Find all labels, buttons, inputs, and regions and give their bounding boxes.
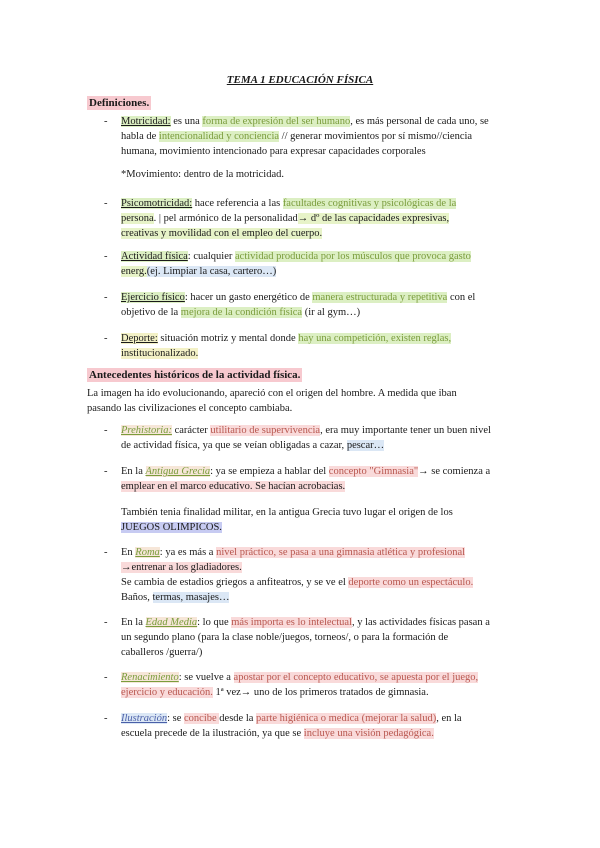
- term-motricidad: Motricidad:: [121, 116, 171, 127]
- bullet-dash: -: [104, 198, 108, 209]
- grecia-note: También tenia finalidad militar, en la antigua Grecia tuvo lugar el origen de los JUEGOS OLIMPICOS.: [121, 507, 453, 533]
- section-heading-antecedentes: Antecedentes históricos de la actividad física.: [89, 369, 301, 381]
- highlight: nivel práctico, se pasa a una gimnasia atlética y profesional: [216, 547, 466, 558]
- list-item-prehistoria: - Prehistoria: carácter utilitario de supervivencia, era muy importante tener un buen nivel de actividad física, ya que se veían obligadas a cazar, pescar…: [104, 425, 491, 451]
- highlight: manera estructurada y repetitiva: [312, 292, 448, 303]
- section-heading-definiciones: Definiciones.: [89, 97, 150, 109]
- term-roma: Roma: [135, 547, 160, 558]
- highlight: actividad producida por los músculos que provoca gasto: [235, 251, 471, 262]
- bullet-dash: -: [104, 116, 108, 127]
- highlight: JUEGOS OLIMPICOS.: [121, 522, 222, 533]
- highlight: hay una competición, existen reglas,: [298, 333, 452, 344]
- bullet-dash: -: [104, 333, 108, 344]
- list-item-ilustracion: - Ilustración: se concibe desde la parte higiénica o medica (mejorar la salud), en la escuela precede de la ilustración, ya que se incluye una visión pedagógica.: [104, 713, 462, 739]
- bullet-dash: -: [104, 292, 108, 303]
- bullet-dash: -: [104, 713, 108, 724]
- bullet-dash: -: [104, 672, 108, 683]
- list-item-psicomotricidad: - Psicomotricidad: hace referencia a las facultades cognitivas y psicológicas de la persona. | pel armónico de la personalidad→ dº de las capacidades expresivas, creativas y movilidad con el empleo del cuerpo.: [104, 198, 457, 239]
- list-item-ejercicio-fisico: - Ejercicio físico: hacer un gasto energético de manera estructurada y repetitiva con el objetivo de la mejora de la condición física (ir al gym…): [104, 292, 476, 318]
- highlight: forma de expresión del ser humano: [202, 116, 351, 127]
- term-antigua-grecia: Antigua Grecia: [145, 466, 211, 477]
- term-renacimiento: Renacimiento: [121, 672, 179, 683]
- highlight: parte higiénica o medica (mejorar la salud): [256, 713, 437, 724]
- term-psicomotricidad: Psicomotricidad:: [121, 198, 193, 209]
- list-item-edad-media: - En la Edad Media: lo que más importa es lo intelectual, y las actividades físicas pasan a un segundo plano (para la clase noble/juegos, torneos/, o para la formación de caballeros /guerra/): [104, 617, 490, 658]
- highlight: incluye una visión pedagógica.: [303, 728, 434, 739]
- bullet-dash: -: [104, 617, 108, 628]
- list-item-actividad-fisica: - Actividad física: cualquier actividad producida por los músculos que provoca gasto energ.(ej. Limpiar la casa, cartero…): [104, 251, 471, 277]
- bullet-dash: -: [104, 466, 108, 477]
- bullet-dash: -: [104, 547, 108, 558]
- highlight: intencionalidad y conciencia: [158, 131, 280, 142]
- movimiento-note: *Movimiento: dentro de la motricidad.: [121, 169, 285, 180]
- list-item-roma: - En Roma: ya es más a nivel práctico, se pasa a una gimnasia atlética y profesional →entrenar a los gladiadores. Se cambia de estadios griegos a anfiteatros, y se ve el deporte como un espectáculo. Baños, termas, masajes…: [104, 547, 474, 603]
- list-item-deporte: - Deporte: situación motriz y mental donde hay una competición, existen reglas, institucionalizado.: [104, 333, 452, 359]
- list-item-renacimiento: - Renacimiento: se vuelve a apostar por el concepto educativo, se apuesta por el juego, ejercicio y educación. 1ª vez→ uno de los primeros tratados de gimnasia.: [104, 672, 479, 698]
- highlight: utilitario de supervivencia: [210, 425, 321, 436]
- term-deporte: Deporte:: [121, 333, 158, 344]
- term-actividad-fisica: Actividad física: [121, 251, 188, 262]
- term-prehistoria: Prehistoria:: [121, 425, 172, 436]
- highlight: apostar por el concepto educativo, se apuesta por el juego,: [233, 672, 479, 683]
- highlight: facultades cognitivas y psicológicas de la: [282, 198, 457, 209]
- highlight: deporte como un espectáculo.: [348, 577, 474, 588]
- page-title: TEMA 1 EDUCACIÓN FÍSICA: [226, 74, 374, 86]
- term-ilustracion: Ilustración: [121, 713, 168, 724]
- bullet-dash: -: [104, 425, 108, 436]
- bullet-dash: -: [104, 251, 108, 262]
- antecedentes-intro: La imagen ha ido evolucionando, apareció con el origen del hombre. A medida que iban pasando las civilizaciones el concepto cambiaba.: [87, 388, 457, 414]
- highlight: concepto "Gimnasia": [328, 466, 419, 477]
- highlight: mejora de la condición física: [180, 307, 303, 318]
- list-item-motricidad: - Motricidad: es una forma de expresión del ser humano, es más personal de cada uno, se habla de intencionalidad y conciencia // generar movimientos por sí mismo//ciencia humana, movimiento intencionado para expresar capacidades corporales: [104, 116, 489, 157]
- highlight: más importa es lo intelectual: [231, 617, 352, 628]
- term-edad-media: Edad Media: [145, 617, 198, 628]
- term-ejercicio-fisico: Ejercicio físico: [121, 292, 185, 303]
- list-item-grecia: - En la Antigua Grecia: ya se empieza a hablar del concepto "Gimnasia"→ se comienza a emplear en el marco educativo. Se hacían acrobacias.: [104, 466, 491, 492]
